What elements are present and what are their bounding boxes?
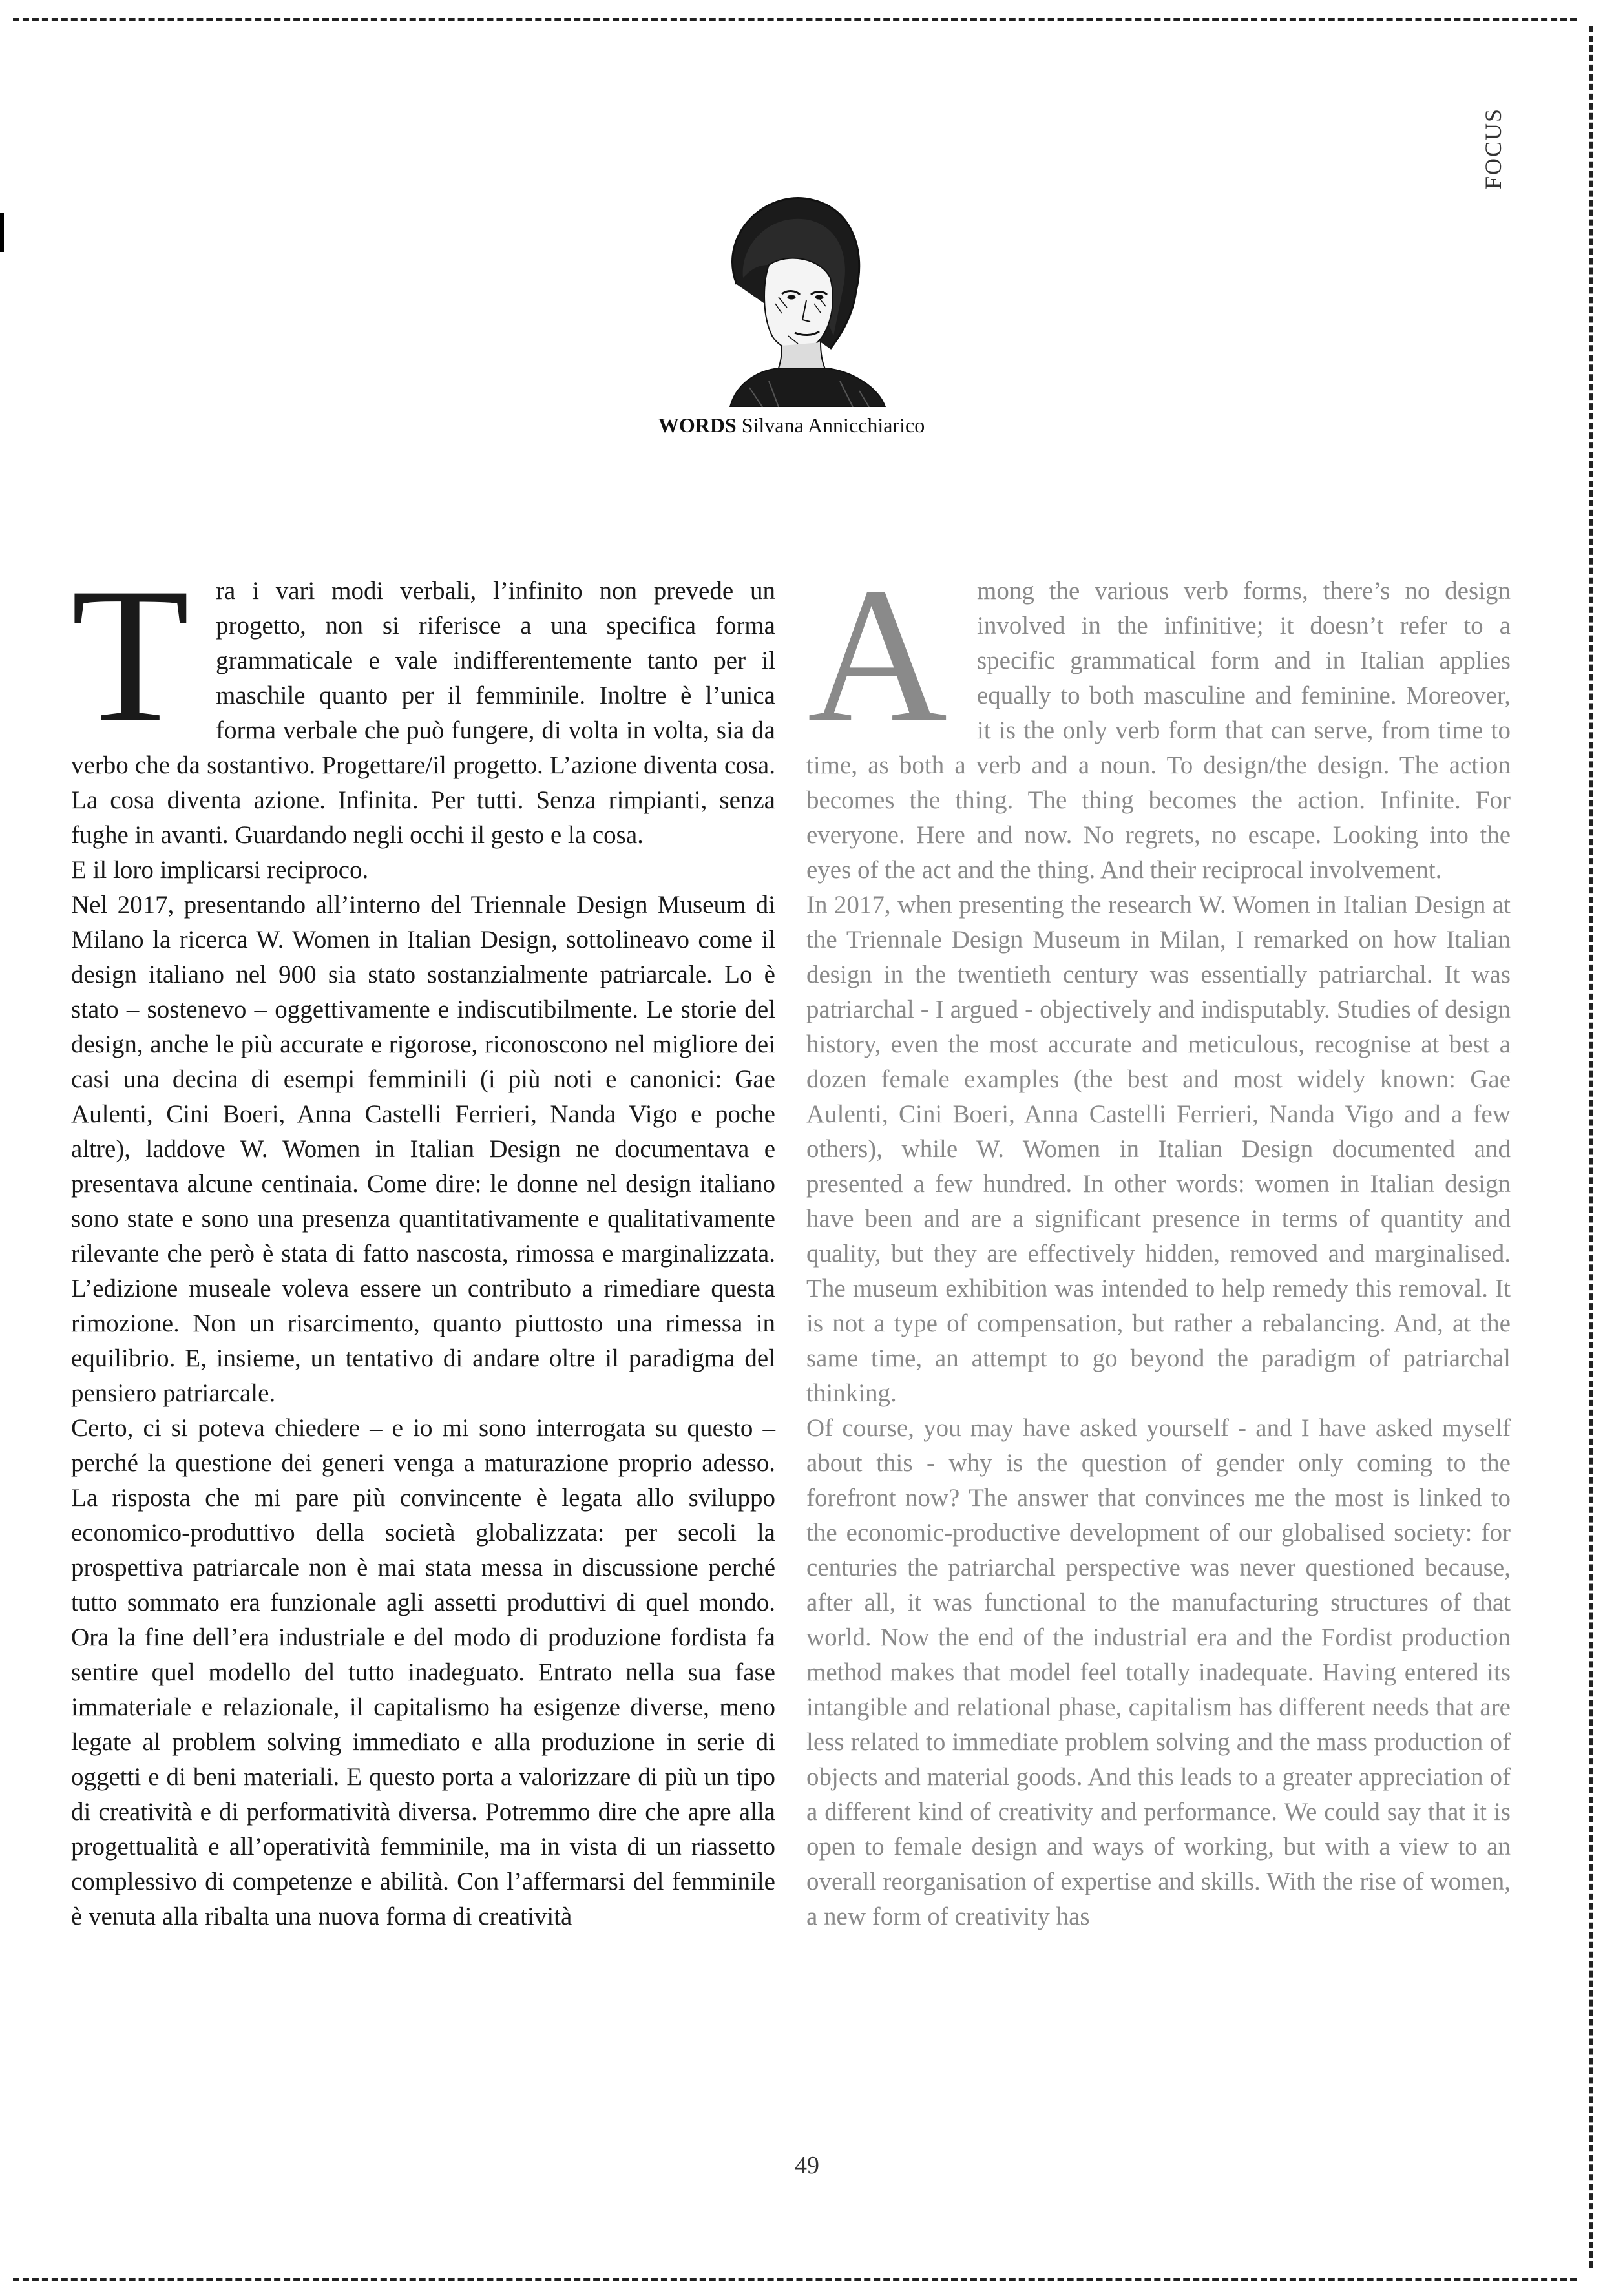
section-label: FOCUS [1480,107,1506,190]
paragraph-italian: Nel 2017, presentando all’interno del Triennale Design Museum di Milano la ricerca W. Women in Italian Design, sottolineavo come il design italiano nel 900 sia stato sostanzialmente patriarcale. Lo è stato – sostenevo – oggettivamente e indiscutibilmente. Le storie del design, anche le più accurate e rigorose, riconoscono nel migliore dei casi una decina di esempi femminili (i più noti e canonici: Gae Aulenti, Cini Boeri, Anna Castelli Ferrieri, Nanda Vigo e poche altre), laddove W. Women in Italian Design ne documentava e presentava alcune centinaia. Come dire: le donne nel design italiano sono state e sono una presenza quantitativamente e qualitativamente rilevante che però è stata di fatto nascosta, rimossa e marginalizzata. L’edizione museale voleva essere un contributo a rimediare questa rimozione. Non un risarcimento, quanto piuttosto una rimessa in equilibrio. E, insieme, un tentativo di andare oltre il paradigma del pensiero patriarcale. [71,891,775,1407]
byline-author: Silvana Annicchiarico [741,413,925,437]
paragraph-english: Of course, you may have asked yourself - and I have asked myself about this - why is the question of gender only coming to the forefront now? The answer that convinces me the most is linked to the economic-productive development of our globalised society: for centuries the patriarchal perspective was never questioned because, after all, it was functional to the manufacturing structures of that world. Now the end of the industrial era and the Fordist production method makes that model feel totally inadequate. Having entered its intangible and relational phase, capitalism has different needs that are less related to immediate problem solving and the mass production of objects and material goods. And this leads to a greater appreciation of a different kind of creativity and performance. We could say that it is open to female design and ways of working, but with a view to an overall reorganisation of expertise and skills. With the rise of women, a new form of creativity has [806,1414,1511,1930]
registration-mark [0,213,4,252]
byline [582,413,1001,437]
dropcap-english: A [807,548,948,762]
crop-border-bottom [13,2278,1577,2281]
article-column-english [806,548,1511,1934]
crop-border-top [13,18,1577,21]
author-portrait [691,174,898,407]
byline-label: WORDS [658,413,737,437]
article-column-italian [71,548,775,1934]
paragraph-english: In 2017, when presenting the research W. Women in Italian Design at the Triennale Design Museum in Milan, I remarked on how Italian design in the twentieth century was essentially patriarchal. It was patriarchal - I argued - objectively and indisputably. Studies of design history, even the most accurate and meticulous, recognise at best a dozen female examples (the best and most widely known: Gae Aulenti, Cini Boeri, Anna Castelli Ferrieri, Nanda Vigo and a few others), while W. Women in Italian Design documented and presented a few hundred. In other words: women in Italian design have been and are a significant presence in terms of quantity and quality, but they are effectively hidden, removed and marginalised. The museum exhibition was intended to help remedy this removal. It is not a type of compensation, but rather a rebalancing. And, at the same time, an attempt to go beyond the paradigm of patriarchal thinking. [806,891,1511,1407]
paragraph-italian: Certo, ci si poteva chiedere – e io mi sono interrogata su questo – perché la questione dei generi venga a maturazione proprio adesso. La risposta che mi pare più convincente è legata allo sviluppo economico-produttivo della società globalizzata: per secoli la prospettiva patriarcale non è mai stata messa in discussione perché tutto sommato era funzionale agli assetti produttivi di quel mondo. Ora la fine dell’era industriale e del modo di produzione fordista fa sentire quel modello del tutto inadeguato. Entrato nella sua fase immateriale e relazionale, il capitalismo ha esigenze diverse, meno legate al problem solving immediato e alla produzione in serie di oggetti e di beni materiali. E questo porta a valorizzare di più un tipo di creatività e di performatività diversa. Potremmo dire che apre alla progettualità e all’operatività femminile, ma in vista di un riassetto complessivo di competenze e abilità. Con l’affermarsi del femminile è venuta alla ribalta una nuova forma di creatività [71,1414,775,1930]
crop-border-right [1589,26,1593,2268]
paragraph-english: mong the various verb forms, there’s no design involved in the infinitive; it doesn’t refer to a specific grammatical form and in Italian applies equally to both masculine and feminine. Moreover, it is the only verb form that can serve, from time to time, as both a verb and a noun. To design/the design. The action becomes the thing. The thing becomes the action. Infinite. For everyone. Here and now. No regrets, no escape. Looking into the eyes of the act and the thing. And their reciprocal involvement. [806,577,1511,884]
paragraph-italian: E il loro implicarsi reciproco. [71,856,369,884]
paragraph-italian: ra i vari modi verbali, l’infinito non prevede un progetto, non si riferisce a una specifica forma grammaticale e vale indifferentemente tanto per il maschile quanto per il femminile. Inoltre è l’unica forma verbale che può fungere, di volta in volta, sia da verbo che da sostantivo. Progettare/il progetto. L’azione diventa cosa. La cosa diventa azione. Infinita. Per tutti. Senza rimpianti, senza fughe in avanti. Guardando negli occhi il gesto e la cosa. [71,577,775,849]
dropcap-italian: T [71,548,190,762]
page-number: 49 [795,2152,819,2179]
